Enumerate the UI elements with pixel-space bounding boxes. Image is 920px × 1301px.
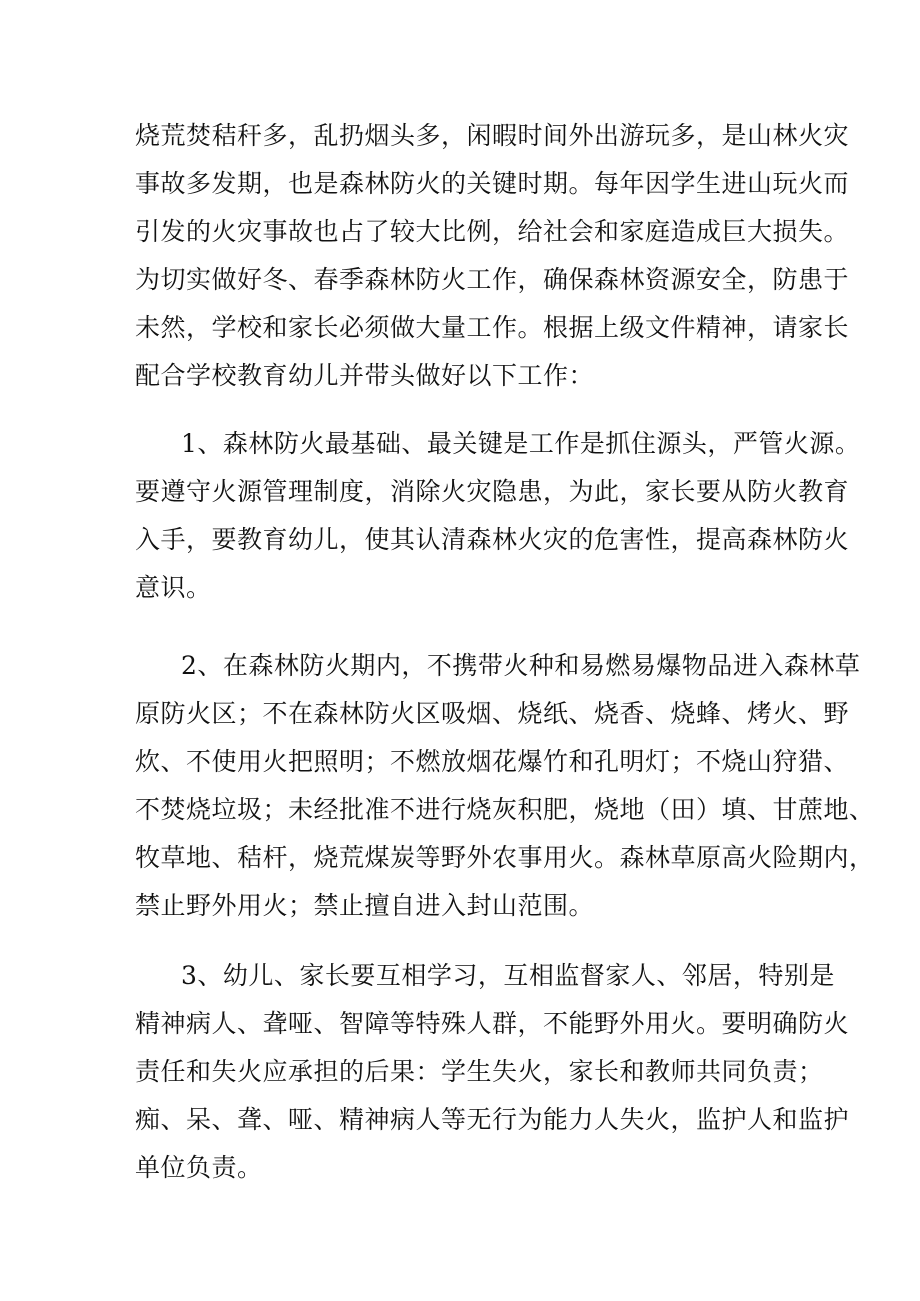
text-line: 原防火区；不在森林防火区吸烟、烧纸、烧香、烧蜂、烤火、野 — [135, 699, 850, 728]
text-line: 引发的火灾事故也占了较大比例，给社会和家庭造成巨大损失。 — [135, 217, 850, 246]
text-line: 2、在森林防火期内，不携带火种和易燃易爆物品进入森林草 — [181, 651, 861, 680]
paragraph-item-3 — [135, 952, 850, 1192]
text-line: 配合学校教育幼儿并带头做好以下工作： — [135, 361, 595, 390]
text-line: 3、幼儿、家长要互相学习，互相监督家人、邻居，特别是 — [181, 961, 835, 990]
text-line: 1、森林防火最基础、最关键是工作是抓住源头，严管火源。 — [181, 429, 861, 458]
text-line: 单位负责。 — [135, 1153, 263, 1182]
text-line: 精神病人、聋哑、智障等特殊人群，不能野外用火。要明确防火 — [135, 1009, 850, 1038]
text-line: 禁止野外用火；禁止擅自进入封山范围。 — [135, 891, 595, 920]
text-line: 责任和失火应承担的后果：学生失火，家长和教师共同负责； — [135, 1057, 824, 1086]
text-line: 要遵守火源管理制度，消除火灾隐患，为此，家长要从防火教育 — [135, 477, 850, 506]
paragraph-item-2 — [135, 642, 875, 930]
text-line: 事故多发期，也是森林防火的关键时期。每年因学生进山玩火而 — [135, 169, 850, 198]
paragraph-intro — [135, 112, 850, 400]
text-line: 为切实做好冬、春季森林防火工作，确保森林资源安全，防患于 — [135, 265, 850, 294]
text-line: 牧草地、秸杆，烧荒煤炭等野外农事用火。森林草原高火险期内， — [135, 843, 875, 872]
text-line: 不焚烧垃圾；未经批准不进行烧灰积肥，烧地（田）填、甘蔗地、 — [135, 795, 875, 824]
paragraph-item-1 — [135, 420, 861, 612]
text-line: 烧荒焚秸秆多，乱扔烟头多，闲暇时间外出游玩多，是山林火灾 — [135, 121, 850, 150]
text-line: 意识。 — [135, 573, 212, 602]
text-line: 入手，要教育幼儿，使其认清森林火灾的危害性，提高森林防火 — [135, 525, 850, 554]
text-line: 痴、呆、聋、哑、精神病人等无行为能力人失火，监护人和监护 — [135, 1105, 850, 1134]
text-line: 未然，学校和家长必须做大量工作。根据上级文件精神，请家长 — [135, 313, 850, 342]
text-line: 炊、不使用火把照明；不燃放烟花爆竹和孔明灯；不烧山狩猎、 — [135, 747, 850, 776]
